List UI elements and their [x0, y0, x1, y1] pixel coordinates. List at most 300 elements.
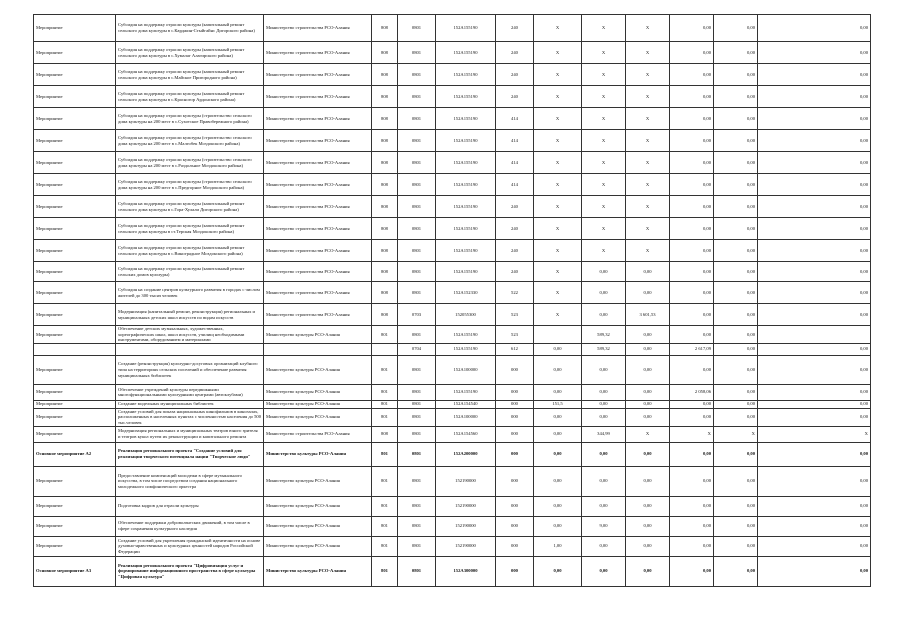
- table-cell: 0,00: [758, 304, 871, 326]
- table-cell: Министерство строительства РСО-Алания: [264, 15, 372, 42]
- table-cell: X: [582, 196, 626, 218]
- table-cell: Модернизация (капитальный ремонт, реконструкция) региональных и муниципальных детских школ искусств по видам искусств: [116, 304, 264, 326]
- table-cell: 808: [372, 86, 398, 108]
- table-cell: 0801: [398, 42, 436, 64]
- table-row: [34, 130, 871, 152]
- table-cell: 0,00: [714, 15, 758, 42]
- table-cell: 240: [496, 15, 534, 42]
- table-row: [34, 218, 871, 240]
- table-cell: 808: [372, 218, 398, 240]
- table-cell: 0,00: [626, 442, 670, 466]
- table-cell: 2 617,09: [670, 343, 714, 355]
- table-cell: 808: [372, 304, 398, 326]
- table-cell: [116, 343, 264, 355]
- budget-table: [33, 14, 871, 587]
- table-cell: Мероприятие: [34, 15, 116, 42]
- table-cell: 0,00: [582, 262, 626, 282]
- table-cell: 589,32: [582, 326, 626, 344]
- table-cell: Министерство строительства РСО-Алания: [264, 108, 372, 130]
- table-cell: X: [582, 218, 626, 240]
- table-cell: 0,00: [582, 384, 626, 400]
- table-cell: X: [582, 174, 626, 196]
- table-cell: X: [534, 282, 582, 304]
- table-row: [34, 442, 871, 466]
- table-cell: 0,00: [758, 384, 871, 400]
- table-cell: Мероприятие: [34, 108, 116, 130]
- table-cell: 0801: [398, 218, 436, 240]
- table-cell: 152А155190: [436, 174, 496, 196]
- table-row: [34, 466, 871, 496]
- table-cell: 0,00: [714, 556, 758, 586]
- table-cell: Обеспечение поддержки добровольческих движений, в том числе в сфере сохранения культурного наследия: [116, 516, 264, 536]
- table-cell: X: [626, 130, 670, 152]
- table-cell: 0,00: [670, 64, 714, 86]
- table-cell: 801: [372, 400, 398, 408]
- table-cell: 0,00: [626, 262, 670, 282]
- table-cell: X: [626, 86, 670, 108]
- table-cell: 0,00: [758, 86, 871, 108]
- table-cell: 0,00: [670, 282, 714, 304]
- table-cell: 000: [496, 384, 534, 400]
- table-cell: 0801: [398, 496, 436, 516]
- table-cell: 0801: [398, 240, 436, 262]
- table-cell: 0,00: [626, 536, 670, 556]
- table-cell: 0,00: [758, 174, 871, 196]
- table-cell: 152А155190: [436, 326, 496, 344]
- table-cell: Министерство культуры РСО-Алания: [264, 408, 372, 426]
- table-cell: 808: [372, 426, 398, 442]
- table-row: [34, 516, 871, 536]
- table-cell: 152А155190: [436, 218, 496, 240]
- table-cell: X: [534, 152, 582, 174]
- table-cell: 0,00: [582, 496, 626, 516]
- table-cell: 0,00: [714, 343, 758, 355]
- table-cell: 801: [372, 442, 398, 466]
- table-cell: 0,00: [626, 326, 670, 344]
- table-cell: Мероприятие: [34, 516, 116, 536]
- table-cell: 0,00: [670, 355, 714, 384]
- table-cell: 9,00: [582, 516, 626, 536]
- table-cell: Министерство культуры РСО-Алания: [264, 442, 372, 466]
- table-cell: 0801: [398, 108, 436, 130]
- table-cell: 152А100000: [436, 355, 496, 384]
- table-cell: Мероприятие: [34, 174, 116, 196]
- table-cell: 0,00: [714, 355, 758, 384]
- table-cell: 000: [496, 442, 534, 466]
- table-cell: 0,00: [758, 262, 871, 282]
- table-row: [34, 384, 871, 400]
- table-cell: 0,00: [758, 400, 871, 408]
- table-cell: [264, 343, 372, 355]
- table-cell: Создание условий для показа национальных кинофильмов в кинозалах, расположенных в населенных пунктах с численностью населения до 500 тыс.человек: [116, 408, 264, 426]
- table-cell: 0,00: [714, 218, 758, 240]
- table-cell: Субсидия на поддержку отрасли культуры (капитальный ремонт сельского дома культуры в с.Виноградное Моздокского района): [116, 240, 264, 262]
- table-cell: Министерство строительства РСО-Алания: [264, 86, 372, 108]
- table-cell: X: [582, 108, 626, 130]
- table-cell: 0,00: [534, 516, 582, 536]
- table-cell: 0,00: [670, 400, 714, 408]
- table-body: [34, 15, 871, 587]
- table-cell: 000: [496, 408, 534, 426]
- table-cell: 801: [372, 516, 398, 536]
- table-cell: 0,00: [626, 343, 670, 355]
- table-cell: Министерство строительства РСО-Алания: [264, 64, 372, 86]
- table-cell: 0703: [398, 304, 436, 326]
- table-cell: 0,00: [714, 384, 758, 400]
- table-cell: 0,00: [670, 152, 714, 174]
- table-cell: 0,00: [670, 516, 714, 536]
- table-cell: Субсидия на поддержку отрасли культуры (капитальный ремонт сельских домов культуры): [116, 262, 264, 282]
- table-cell: 808: [372, 152, 398, 174]
- table-cell: 0,00: [670, 466, 714, 496]
- table-cell: 152А155190: [436, 152, 496, 174]
- table-cell: Субсидия на поддержку отрасли культуры (строительство сельского дома культуры на 200 мест в с.Предгорное Моздокского района): [116, 174, 264, 196]
- table-cell: 0,00: [626, 556, 670, 586]
- table-cell: 0,00: [626, 496, 670, 516]
- table-cell: 0,00: [534, 408, 582, 426]
- table-cell: 801: [372, 496, 398, 516]
- table-cell: 0801: [398, 556, 436, 586]
- table-cell: Мероприятие: [34, 304, 116, 326]
- table-cell: 0,00: [758, 343, 871, 355]
- table-cell: Министерство строительства РСО-Алания: [264, 426, 372, 442]
- table-cell: Субсидия на поддержку отрасли культуры (капитальный ремонт сельского дома культуры в ст.Терская Моздокского района): [116, 218, 264, 240]
- table-cell: 0,00: [758, 496, 871, 516]
- table-cell: 000: [496, 426, 534, 442]
- table-cell: X: [534, 130, 582, 152]
- table-cell: Мероприятие: [34, 196, 116, 218]
- table-cell: 0801: [398, 64, 436, 86]
- table-cell: Обеспечение детских музыкальных, художественных, хореографических школ, школ искусств, училищ необходимыми инструментами, оборудованием и материалами: [116, 326, 264, 344]
- table-cell: 0,00: [582, 408, 626, 426]
- table-cell: 801: [372, 536, 398, 556]
- table-cell: 0,00: [582, 304, 626, 326]
- table-cell: Мероприятие: [34, 282, 116, 304]
- table-row: [34, 355, 871, 384]
- table-cell: 000: [496, 466, 534, 496]
- table-cell: 152А155190: [436, 196, 496, 218]
- table-cell: 0,00: [758, 218, 871, 240]
- table-cell: 152А155190: [436, 240, 496, 262]
- table-cell: 0,00: [714, 408, 758, 426]
- table-cell: Мероприятие: [34, 466, 116, 496]
- table-cell: 152А155190: [436, 108, 496, 130]
- table-cell: 808: [372, 240, 398, 262]
- table-cell: 0,00: [670, 240, 714, 262]
- table-cell: 0,00: [534, 384, 582, 400]
- table-cell: 801: [372, 326, 398, 344]
- table-cell: 0,00: [714, 326, 758, 344]
- table-cell: 0,00: [758, 466, 871, 496]
- table-cell: 0,00: [626, 408, 670, 426]
- table-cell: Министерство строительства РСО-Алания: [264, 42, 372, 64]
- table-cell: 152А155190: [436, 64, 496, 86]
- table-cell: Субсидия на поддержку отрасли культуры (строительство сельского дома культуры на 200 мест в с.Раздольное Моздокского района): [116, 152, 264, 174]
- table-cell: 0,00: [758, 355, 871, 384]
- table-cell: X: [534, 304, 582, 326]
- table-cell: Мероприятие: [34, 426, 116, 442]
- table-cell: 0,00: [714, 64, 758, 86]
- table-cell: 151,5: [534, 400, 582, 408]
- table-cell: 240: [496, 218, 534, 240]
- table-cell: Реализация регионального проекта "Цифровизация услуг и формирование информационного пространства в сфере культуры "Цифровая культура": [116, 556, 264, 586]
- table-cell: 0801: [398, 466, 436, 496]
- table-cell: Основное мероприятие А2: [34, 442, 116, 466]
- table-cell: 0,00: [714, 304, 758, 326]
- table-cell: Субсидия на поддержку отрасли культуры (капитальный ремонт сельского дома культуры в с.Карджин-Стыйгайнс Дигорского района): [116, 15, 264, 42]
- table-cell: 3 601,53: [626, 304, 670, 326]
- table-cell: Министерство культуры РСО-Алания: [264, 556, 372, 586]
- table-cell: 0,00: [758, 64, 871, 86]
- table-cell: X: [534, 174, 582, 196]
- table-cell: 152055300: [436, 304, 496, 326]
- table-cell: 0,00: [626, 384, 670, 400]
- table-cell: 0801: [398, 536, 436, 556]
- table-cell: 589,32: [582, 343, 626, 355]
- table-cell: Мероприятие: [34, 64, 116, 86]
- table-cell: 0,00: [534, 466, 582, 496]
- table-cell: 808: [372, 282, 398, 304]
- table-cell: 0,00: [626, 282, 670, 304]
- table-row: [34, 86, 871, 108]
- table-row: [34, 15, 871, 42]
- table-cell: 0801: [398, 400, 436, 408]
- table-cell: 152190000: [436, 496, 496, 516]
- table-cell: 808: [372, 64, 398, 86]
- table-cell: Создание условий для укрепления гражданской идентичности на основе духовно-нравственных и культурных ценностей народов Российской Федерации: [116, 536, 264, 556]
- table-cell: 0,00: [714, 496, 758, 516]
- table-cell: 152А152330: [436, 282, 496, 304]
- table-cell: 0,00: [670, 556, 714, 586]
- table-row: [34, 326, 871, 344]
- table-cell: [34, 343, 116, 355]
- table-row: [34, 304, 871, 326]
- table-cell: 152А155190: [436, 262, 496, 282]
- table-cell: 0801: [398, 262, 436, 282]
- table-cell: 0704: [398, 343, 436, 355]
- table-cell: 240: [496, 86, 534, 108]
- table-cell: Субсидия на поддержку отрасли культуры (капитальный ремонт сельского дома культуры в с.Красногор Ардонского района): [116, 86, 264, 108]
- table-cell: Реализация регионального проекта "Создание условий для реализации творческого потенциала нации "Творческие люди": [116, 442, 264, 466]
- table-cell: 0801: [398, 516, 436, 536]
- table-cell: 0,00: [670, 174, 714, 196]
- table-cell: X: [582, 15, 626, 42]
- table-cell: 523: [496, 304, 534, 326]
- table-cell: 152А155190: [436, 42, 496, 64]
- table-cell: 0,00: [582, 400, 626, 408]
- table-cell: 0,00: [670, 442, 714, 466]
- table-cell: Министерство культуры РСО-Алания: [264, 326, 372, 344]
- table-cell: Предоставление компенсаций молодежи в сфере музыкального искусства, в том числе посредством создания национального молодежного симфонического оркестра: [116, 466, 264, 496]
- table-row: [34, 536, 871, 556]
- table-cell: Мероприятие: [34, 218, 116, 240]
- table-cell: 0,00: [714, 262, 758, 282]
- table-cell: 0,00: [714, 536, 758, 556]
- table-cell: Мероприятие: [34, 536, 116, 556]
- table-cell: Обеспечение учреждений культуры передвижными многофункциональными культурными центрами (автоклубами): [116, 384, 264, 400]
- table-cell: 0,00: [670, 15, 714, 42]
- table-cell: Субсидия на поддержку отрасли культуры (капитальный ремонт сельского дома культуры в с.Гора-Хулали Дигорского района): [116, 196, 264, 218]
- table-cell: 0,00: [670, 218, 714, 240]
- table-cell: Создание (реконструкция) культурно-досуговых организаций клубного типа на территориях сельских поселений и обеспечение развития муниципальных библиотек: [116, 355, 264, 384]
- table-cell: 0,00: [714, 108, 758, 130]
- table-cell: 240: [496, 64, 534, 86]
- table-cell: 0,00: [758, 442, 871, 466]
- table-cell: 0,00: [582, 282, 626, 304]
- table-cell: 152А155190: [436, 15, 496, 42]
- table-row: [34, 174, 871, 196]
- table-cell: 0,00: [758, 152, 871, 174]
- table-cell: Субсидия на поддержку отрасли культуры (строительство сельского дома культуры на 200 мест в с.Сухотское Правобережного района): [116, 108, 264, 130]
- table-cell: Мероприятие: [34, 326, 116, 344]
- table-cell: 0,00: [670, 408, 714, 426]
- table-cell: 0,00: [714, 152, 758, 174]
- table-cell: 808: [372, 262, 398, 282]
- table-cell: X: [626, 64, 670, 86]
- table-cell: 0,00: [670, 196, 714, 218]
- table-cell: X: [626, 426, 670, 442]
- table-cell: 240: [496, 196, 534, 218]
- table-row: [34, 196, 871, 218]
- table-cell: 152А154560: [436, 426, 496, 442]
- table-cell: 0,00: [534, 496, 582, 516]
- table-cell: Министерство культуры РСО-Алания: [264, 400, 372, 408]
- table-cell: Министерство строительства РСО-Алания: [264, 240, 372, 262]
- table-cell: 0,00: [714, 400, 758, 408]
- table-cell: Министерство культуры РСО-Алания: [264, 355, 372, 384]
- table-cell: X: [626, 152, 670, 174]
- table-cell: 808: [372, 42, 398, 64]
- table-cell: 0,00: [714, 240, 758, 262]
- table-cell: 414: [496, 108, 534, 130]
- table-cell: 0,00: [582, 556, 626, 586]
- table-cell: 0,00: [534, 355, 582, 384]
- table-cell: Мероприятие: [34, 355, 116, 384]
- table-cell: 240: [496, 240, 534, 262]
- table-cell: 0,00: [758, 556, 871, 586]
- table-cell: 0801: [398, 130, 436, 152]
- table-cell: 0,00: [582, 536, 626, 556]
- table-cell: 000: [496, 496, 534, 516]
- table-cell: 152А200000: [436, 442, 496, 466]
- table-cell: 808: [372, 174, 398, 196]
- table-cell: 801: [372, 384, 398, 400]
- table-cell: 0,00: [670, 86, 714, 108]
- table-cell: Министерство строительства РСО-Алания: [264, 174, 372, 196]
- table-cell: Министерство культуры РСО-Алания: [264, 516, 372, 536]
- table-cell: 0,00: [758, 240, 871, 262]
- table-cell: X: [626, 196, 670, 218]
- table-row: [34, 152, 871, 174]
- table-cell: 000: [496, 400, 534, 408]
- table-cell: X: [626, 15, 670, 42]
- table-cell: 0,00: [670, 108, 714, 130]
- table-cell: 0,00: [714, 130, 758, 152]
- table-cell: Министерство культуры РСО-Алания: [264, 536, 372, 556]
- table-cell: 0,00: [714, 466, 758, 496]
- table-cell: 808: [372, 15, 398, 42]
- table-row: [34, 240, 871, 262]
- table-cell: 523: [496, 326, 534, 344]
- table-cell: Министерство культуры РСО-Алания: [264, 384, 372, 400]
- table-cell: Министерство строительства РСО-Алания: [264, 304, 372, 326]
- table-cell: 240: [496, 42, 534, 64]
- table-cell: 0,00: [758, 536, 871, 556]
- table-cell: 0,00: [758, 196, 871, 218]
- table-cell: 0,00: [626, 355, 670, 384]
- table-cell: 0,00: [582, 442, 626, 466]
- table-cell: 0801: [398, 426, 436, 442]
- table-cell: X: [714, 426, 758, 442]
- table-cell: 0,00: [670, 326, 714, 344]
- table-cell: X: [626, 174, 670, 196]
- table-cell: 0801: [398, 442, 436, 466]
- table-cell: X: [534, 240, 582, 262]
- table-cell: Министерство строительства РСО-Алания: [264, 282, 372, 304]
- table-cell: Создание модельных муниципальных библиотек: [116, 400, 264, 408]
- table-cell: 152А155190: [436, 130, 496, 152]
- table-cell: [534, 326, 582, 344]
- table-cell: Мероприятие: [34, 408, 116, 426]
- table-cell: Субсидия на создание центров культурного развития в городах с числом жителей до 300 тысяч человек: [116, 282, 264, 304]
- table-cell: Модернизация региональных и муниципальных театров юного зрителя и театров кукол путем их реконструкции и капитального ремонта: [116, 426, 264, 442]
- table-cell: 0,00: [714, 282, 758, 304]
- table-cell: X: [534, 262, 582, 282]
- table-cell: X: [534, 42, 582, 64]
- table-cell: Мероприятие: [34, 384, 116, 400]
- table-cell: 414: [496, 152, 534, 174]
- table-cell: X: [582, 152, 626, 174]
- table-cell: X: [626, 218, 670, 240]
- table-cell: 808: [372, 196, 398, 218]
- table-cell: X: [534, 218, 582, 240]
- table-cell: 1,00: [534, 536, 582, 556]
- table-cell: X: [582, 240, 626, 262]
- table-cell: 0,00: [534, 556, 582, 586]
- table-cell: 612: [496, 343, 534, 355]
- table-cell: Мероприятие: [34, 496, 116, 516]
- table-cell: 801: [372, 408, 398, 426]
- table-cell: 0,00: [758, 408, 871, 426]
- table-cell: 0,00: [534, 442, 582, 466]
- table-cell: 0801: [398, 384, 436, 400]
- table-cell: X: [670, 426, 714, 442]
- table-cell: 801: [372, 466, 398, 496]
- table-cell: Субсидия на поддержку отрасли культуры (капитальный ремонт сельского дома культуры в с.Майское Пригородного района): [116, 64, 264, 86]
- table-row: [34, 408, 871, 426]
- table-cell: Мероприятие: [34, 240, 116, 262]
- table-cell: 0,00: [714, 442, 758, 466]
- table-cell: 152190000: [436, 516, 496, 536]
- table-cell: 0801: [398, 282, 436, 304]
- table-cell: 808: [372, 130, 398, 152]
- table-cell: 0,00: [670, 130, 714, 152]
- table-cell: 0,00: [714, 42, 758, 64]
- table-cell: X: [626, 240, 670, 262]
- table-cell: Министерство строительства РСО-Алания: [264, 152, 372, 174]
- table-cell: Субсидия на поддержку отрасли культуры (капитальный ремонт сельского дома культуры в с.Хумалаг Алагирского района): [116, 42, 264, 64]
- table-cell: 0,00: [582, 355, 626, 384]
- table-cell: 152190000: [436, 536, 496, 556]
- table-cell: 0,00: [714, 86, 758, 108]
- table-cell: 801: [372, 355, 398, 384]
- table-cell: 0,00: [758, 130, 871, 152]
- table-cell: Министерство строительства РСО-Алания: [264, 130, 372, 152]
- table-cell: X: [534, 108, 582, 130]
- table-cell: Министерство строительства РСО-Алания: [264, 218, 372, 240]
- table-row: [34, 42, 871, 64]
- table-cell: 152А154540: [436, 400, 496, 408]
